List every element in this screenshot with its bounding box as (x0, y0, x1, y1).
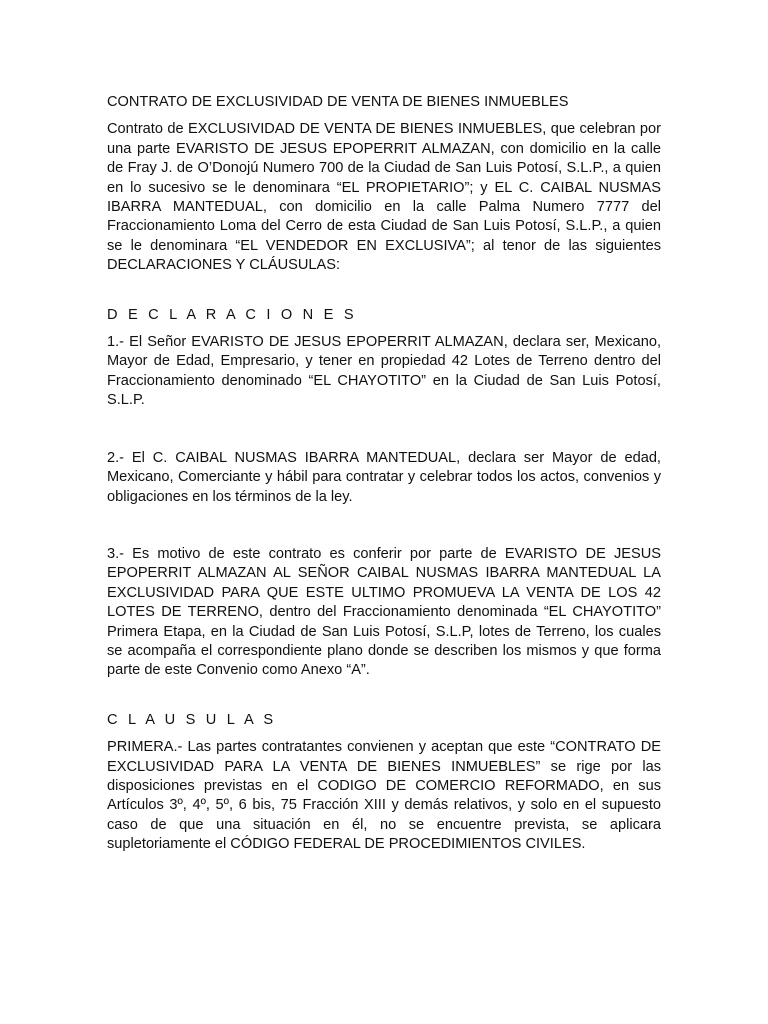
declaracion-1: 1.- El Señor EVARISTO DE JESUS EPOPERRIT ALMAZAN, declara ser, Mexicano, Mayor de Edad, Empresario, y tener en propiedad 42 Lotes de Terreno dentro del Fraccionamiento denominado “EL CHAYOTITO” en la Ciudad de San Luis Potosí, S.L.P. (107, 334, 661, 409)
document-body (107, 93, 661, 855)
declaracion-3: 3.- Es motivo de este contrato es conferir por parte de EVARISTO DE JESUS EPOPERRIT ALMAZAN AL SEÑOR CAIBAL NUSMAS IBARRA MANTEDUAL LA EXCLUSIVIDAD PARA QUE ESTE ULTIMO PROMUEVA LA VENTA DE LOS 42 LOTES DE TERRENO, dentro del Fraccionamiento denominada “EL CHAYOTITO” Primera Etapa, en la Ciudad de San Luis Potosí, S.L.P, lotes de Terreno, los cuales se acompaña el correspondiente plano donde se describen los mismos y que forma parte de este Convenio como Anexo “A”. (107, 545, 661, 679)
clausula-primera: PRIMERA.- Las partes contratantes convienen y aceptan que este “CONTRATO DE EXCLUSIVIDAD PARA LA VENTA DE BIENES INMUEBLES” se rige por las disposiciones previstas en el CODIGO DE COMERCIO REFORMADO, en sus Artículos 3º, 4º, 5º, 6 bis, 75 Fracción XIII y demás relativos, y solo en el supuesto caso de que una situación en él, no se encuentre prevista, se aplicara supletoriamente el CÓDIGO FEDERAL DE PROCEDIMIENTOS CIVILES. (107, 739, 661, 853)
declaracion-2: 2.- El C. CAIBAL NUSMAS IBARRA MANTEDUAL, declara ser Mayor de edad, Mexicano, Comerciante y hábil para contratar y celebrar todos los actos, convenios y obligaciones en los términos de la ley. (107, 449, 661, 505)
clausulas-heading: C L A U S U L A S (107, 711, 277, 728)
document-title: CONTRATO DE EXCLUSIVIDAD DE VENTA DE BIENES INMUEBLES (107, 94, 569, 110)
intro-paragraph: Contrato de EXCLUSIVIDAD DE VENTA DE BIENES INMUEBLES, que celebran por una parte EVARISTO DE JESUS EPOPERRIT ALMAZAN, con domicilio en la calle de Fray J. de O’Donojú Numero 700 de la Ciudad de San Luis Potosí, S.L.P., a quien en lo sucesivo se le denominara “EL PROPIETARIO”; y EL C. CAIBAL NUSMAS IBARRA MANTEDUAL, con domicilio en la calle Palma Numero 7777 del Fraccionamiento Loma del Cerro de esta Ciudad de San Luis Potosí, S.L.P., a quien se le denominara “EL VENDEDOR EN EXCLUSIVA”; al tenor de las siguientes DECLARACIONES Y CLÁUSULAS: (107, 121, 661, 274)
declaraciones-heading: D E C L A R A C I O N E S (107, 306, 357, 323)
